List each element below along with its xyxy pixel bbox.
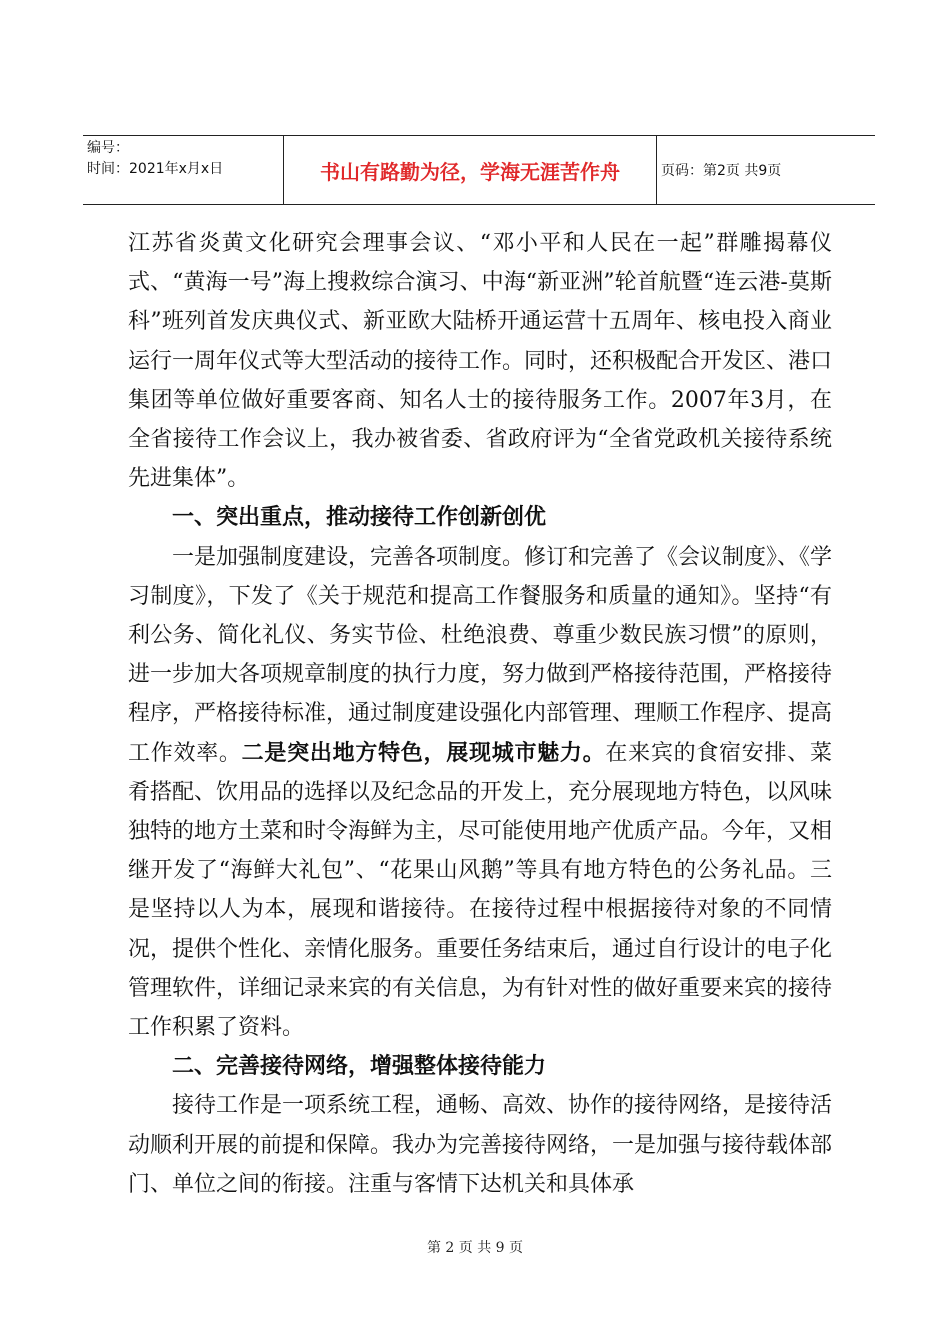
number-label: 编号：	[87, 140, 129, 156]
paragraph-2-text-b: 在来宾的食宿安排、菜肴搭配、饮用品的选择以及纪念品的开发上，充分展现地方特色，以风味独特的地方土菜和时令海鲜为主，尽可能使用地产优质产品。今年，又相继开发了“海鲜大礼包”、“花果山风鹅”等具有地方特色的公务礼品。三是坚持以人为本，展现和谐接待。在接待过程中根据接待对象的不同情况，提供个性化、亲情化服务。重要任务结束后，通过自行设计的电子化管理软件，详细记录来宾的有关信息，为有针对性的做好重要来宾的接待工作积累了资料。	[128, 740, 833, 1041]
header-meta	[83, 136, 283, 204]
section-heading-1: 一、突出重点，推动接待工作创新创优	[172, 505, 547, 531]
paragraph-3: 接待工作是一项系统工程，通畅、高效、协作的接待网络，是接待活动顺利开展的前提和保障。我办为完善接待网络，一是加强与接待载体部门、单位之间的衔接。注重与客情下达机关和具体承	[128, 1093, 833, 1197]
paragraph-2-text-a: 一是加强制度建设，完善各项制度。修订和完善了《会议制度》、《学习制度》，下发了《关于规范和提高工作餐服务和质量的通知》。坚持“有利公务、简化礼仪、务实节俭、杜绝浪费、尊重少数民族习惯”的原则，进一步加大各项规章制度的执行力度，努力做到严格接待范围，严格接待程序，严格接待标准，通过制度建设强化内部管理、理顺工作程序、提高工作效率。	[128, 544, 833, 766]
paragraph-2	[128, 538, 832, 1048]
paragraph-2-emphasis: 二是突出地方特色，展现城市魅力。	[241, 740, 606, 766]
page-footer: 第 2 页 共 9 页	[426, 1240, 524, 1256]
document-header	[83, 135, 875, 205]
paragraph-1: 江苏省炎黄文化研究会理事会议、“邓小平和人民在一起”群雕揭幕仪式、“黄海一号”海上搜救综合演习、中海“新亚洲”轮首航暨“连云港-莫斯科”班列首发庆典仪式、新亚欧大陆桥开通运营十五周年、核电投入商业运行一周年仪式等大型活动的接待工作。同时，还积极配合开发区、港口集团等单位做好重要客商、知名人士的接待服务工作。2007年3月，在全省接待工作会议上，我办被省委、省政府评为“全省党政机关接待系统先进集体”。	[128, 231, 833, 492]
document-body	[128, 224, 832, 1204]
header-page-label: 页码：第2页 共9页	[661, 163, 782, 179]
header-motto: 书山有路勤为径，学海无涯苦作舟	[283, 136, 657, 204]
section-heading-2: 二、完善接待网络，增强整体接待能力	[172, 1054, 547, 1080]
time-label: 时间：2021年x月x日	[87, 161, 224, 177]
